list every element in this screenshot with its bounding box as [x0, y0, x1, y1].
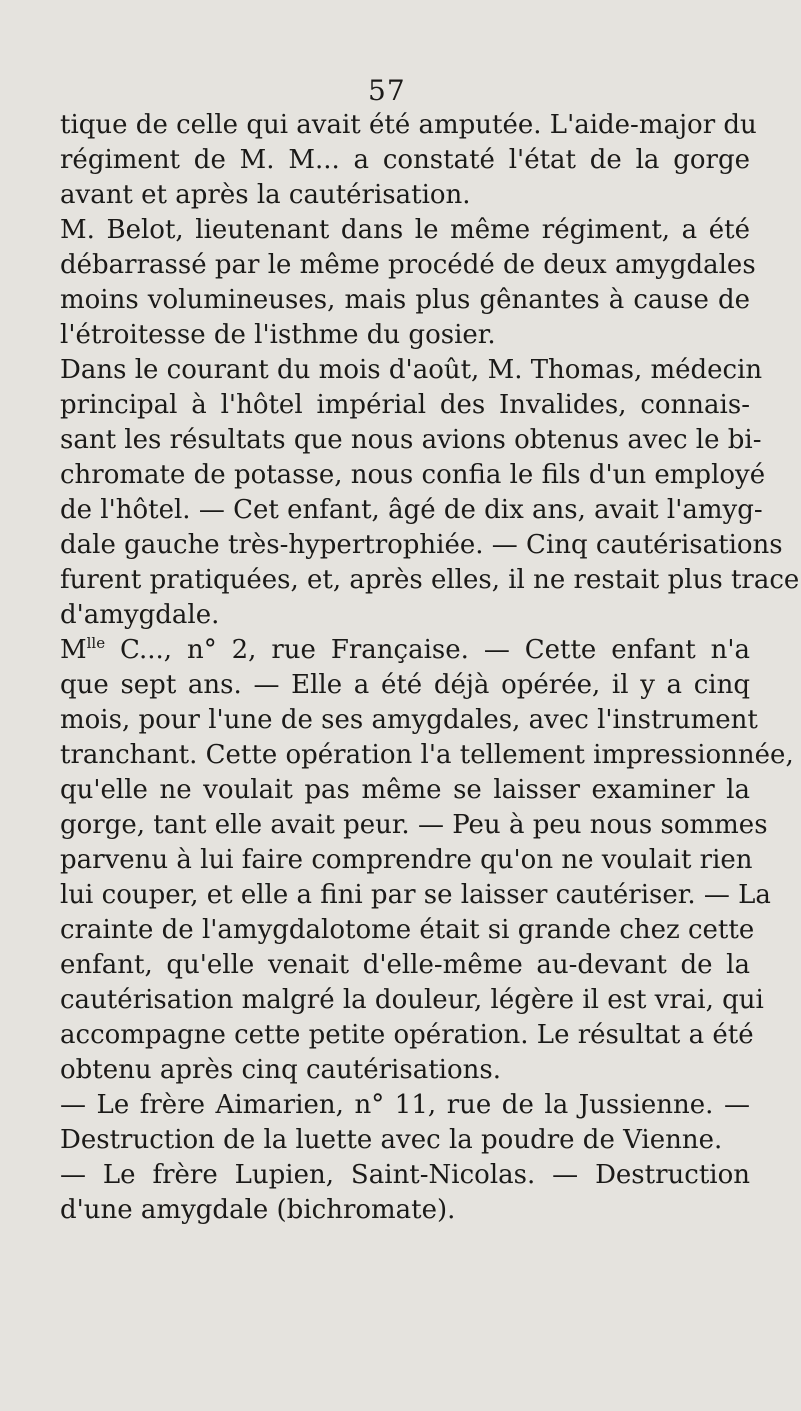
text-line: tique de celle qui avait été amputée. L'aide-major du — [60, 110, 757, 140]
text-line: principal à l'hôtel impérial des Invalides, connais- — [60, 390, 750, 420]
text-line: que sept ans. — Elle a été déjà opérée, il y a cinq — [60, 670, 750, 700]
text-line: mois, pour l'une de ses amygdales, avec l'instrument — [60, 705, 758, 735]
text-line: d'une amygdale (bichromate). — [60, 1195, 456, 1225]
text-line: M. Belot, lieutenant dans le même régiment, a été — [60, 215, 750, 245]
text-line: d'amygdale. — [60, 600, 220, 630]
text-line-rest: C..., n° 2, rue Française. — Cette enfant n'a — [105, 635, 750, 665]
text-line: chromate de potasse, nous confia le fils d'un employé — [60, 460, 766, 490]
page-number: 57 — [368, 74, 406, 107]
text-line: moins volumineuses, mais plus gênantes à cause de — [60, 285, 750, 315]
text-line: sant les résultats que nous avions obtenus avec le bi- — [60, 425, 762, 455]
text-line: accompagne cette petite opération. Le résultat a été — [60, 1020, 754, 1050]
text-line: dale gauche très-hypertrophiée. — Cinq cautérisations — [60, 530, 783, 560]
abbrev-m: M — [60, 635, 87, 665]
text-line: qu'elle ne voulait pas même se laisser examiner la — [60, 775, 750, 805]
text-line: de l'hôtel. — Cet enfant, âgé de dix ans, avait l'amyg- — [60, 495, 763, 525]
text-line: obtenu après cinq cautérisations. — [60, 1055, 501, 1085]
text-line: parvenu à lui faire comprendre qu'on ne voulait rien — [60, 845, 753, 875]
text-line-mademoiselle — [60, 633, 750, 668]
text-line: l'étroitesse de l'isthme du gosier. — [60, 320, 496, 350]
text-line: furent pratiquées, et, après elles, il ne restait plus trace — [60, 565, 800, 595]
text-line: avant et après la cautérisation. — [60, 180, 471, 210]
text-line: lui couper, et elle a fini par se laisser cautériser. — La — [60, 880, 771, 910]
abbrev-lle: lle — [86, 634, 106, 652]
text-line: enfant, qu'elle venait d'elle-même au-devant de la — [60, 950, 750, 980]
text-line: Dans le courant du mois d'août, M. Thomas, médecin — [60, 355, 763, 385]
text-line: cautérisation malgré la douleur, légère il est vrai, qui — [60, 985, 764, 1015]
body-text — [60, 108, 800, 1228]
text-line: crainte de l'amygdalotome était si grande chez cette — [60, 915, 755, 945]
text-line: débarrassé par le même procédé de deux amygdales — [60, 250, 756, 280]
text-line: gorge, tant elle avait peur. — Peu à peu nous sommes — [60, 810, 768, 840]
text-line: tranchant. Cette opération l'a tellement impressionnée, — [60, 740, 794, 770]
text-line: — Le frère Lupien, Saint-Nicolas. — Destruction — [60, 1160, 750, 1190]
text-line: — Le frère Aimarien, n° 11, rue de la Jussienne. — — [60, 1090, 750, 1120]
text-line: régiment de M. M... a constaté l'état de la gorge — [60, 145, 750, 175]
text-line: Destruction de la luette avec la poudre de Vienne. — [60, 1125, 723, 1155]
